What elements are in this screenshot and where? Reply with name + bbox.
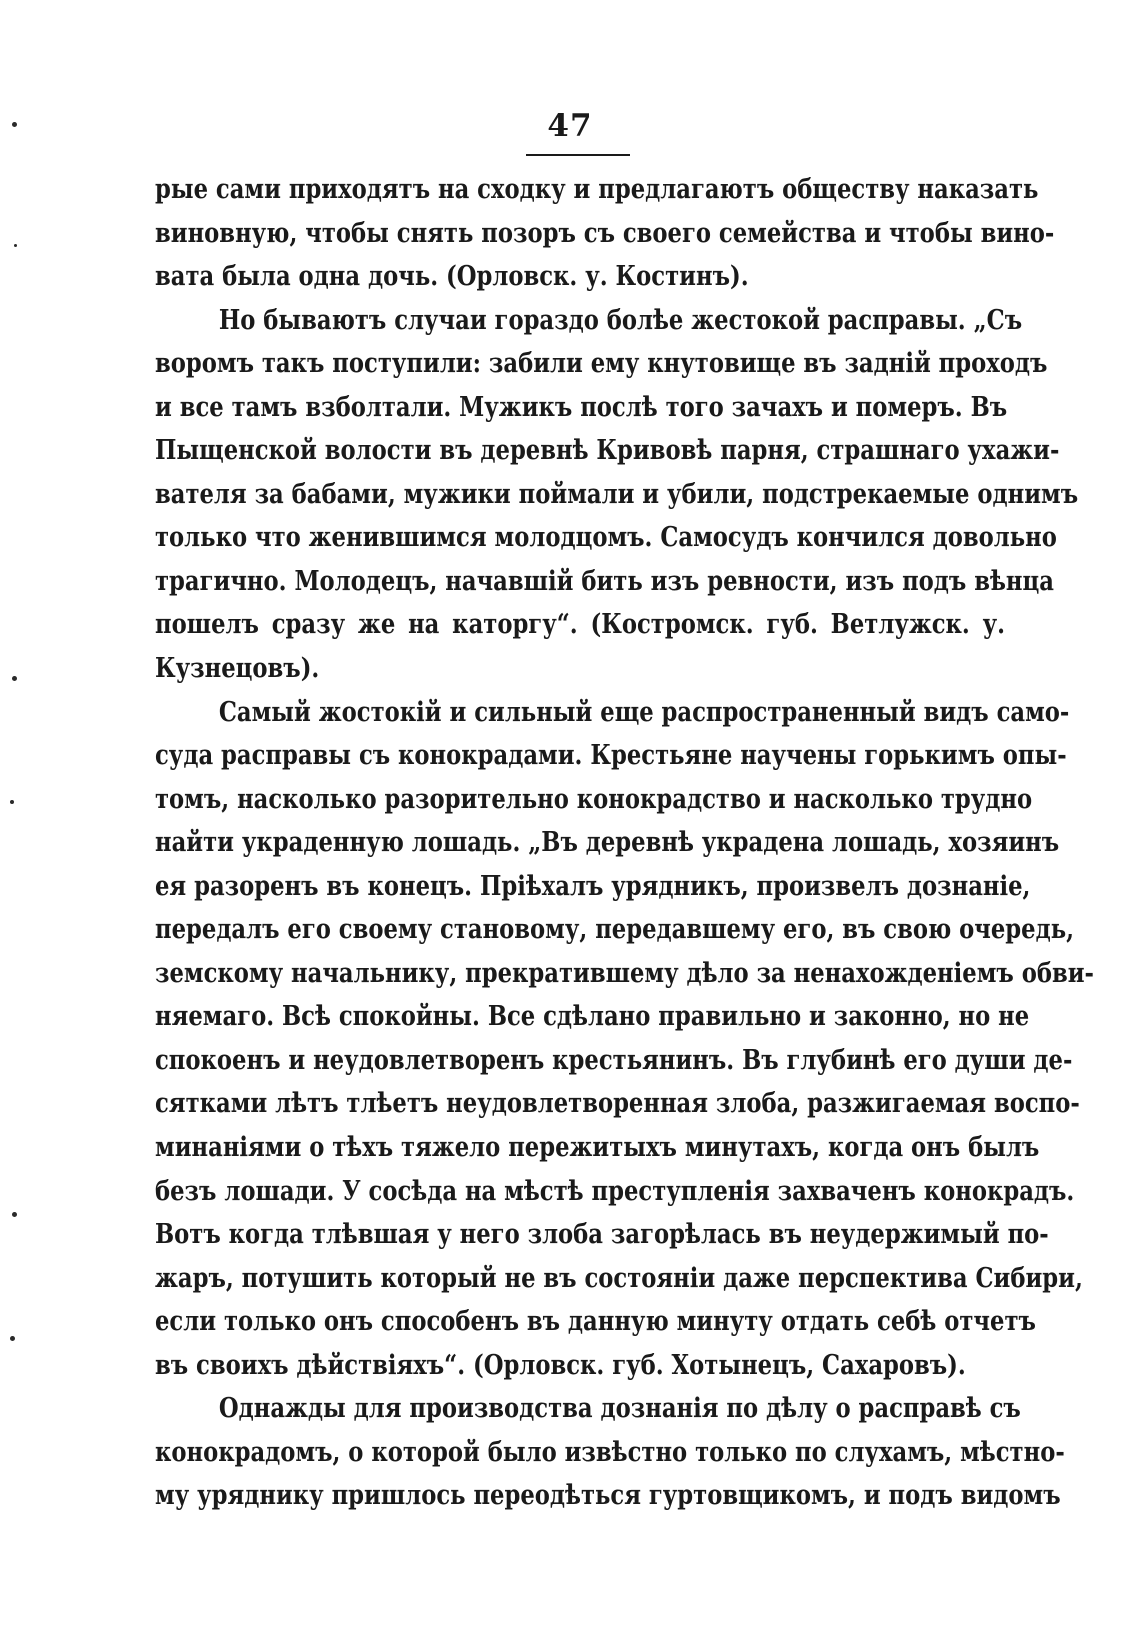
margin-speck [14, 244, 17, 247]
text-line: Кузнецовъ). [155, 653, 320, 685]
text-line: жаръ, потушить который не въ состоянiи даже перспектива Сибири, [155, 1262, 1083, 1294]
text-line: му уряднику пришлось переодѣться гуртовщикомъ, и подъ видомъ [155, 1480, 1061, 1512]
text-line: конокрадомъ, о которой было извѣстно только по слухамъ, мѣстно- [155, 1436, 1065, 1468]
text-line: спокоенъ и неудовлетворенъ крестьянинъ. Въ глубинѣ его души де- [155, 1044, 1073, 1076]
margin-speck [12, 676, 17, 681]
text-line: сятками лѣтъ тлѣетъ неудовлетворенная злоба, разжигаемая воспо- [155, 1088, 1080, 1120]
page-number-rule [526, 154, 630, 156]
text-line: найти украденную лошадь. „Въ деревнѣ украдена лошадь, хозяинъ [155, 827, 1060, 859]
text-line: пошелъ сразу же на каторгу“. (Костромск. губ. Ветлужск. у. [155, 609, 1006, 641]
text-line: рые сами приходятъ на сходку и предлагаютъ обществу наказать [155, 174, 1039, 205]
text-line: только что женившимся молодцомъ. Самосудъ кончился довольно [155, 522, 1057, 554]
text-line: безъ лошади. У сосѣда на мѣстѣ преступленiя захваченъ конокрадъ. [155, 1175, 1075, 1207]
text-line: Однажды для производства дознанiя по дѣлу о расправѣ съ [218, 1393, 1021, 1425]
text-line: вата была одна дочь. (Орловск. у. Костинъ). [155, 261, 749, 293]
text-line: томъ, насколько разорительно конокрадство и насколько трудно [155, 783, 1033, 815]
text-line: няемаго. Всѣ спокойны. Все сдѣлано правильно и законно, но не [155, 1001, 1030, 1033]
text-line: виновную, чтобы снять позоръ съ своего семейства и чтобы вино- [155, 217, 1055, 249]
page-number: 47 [547, 108, 593, 144]
text-line: земскому начальнику, прекратившему дѣло за ненахожденiемъ обви- [155, 957, 1094, 989]
margin-speck [12, 1212, 17, 1217]
text-line: Пыщенской волости въ деревнѣ Кривовѣ парня, страшнаго ухажи- [155, 435, 1060, 467]
text-line: Но бываютъ случаи гораздо болѣе жестокой расправы. „Съ [218, 304, 1023, 336]
text-line: и все тамъ взболтали. Мужикъ послѣ того зачахъ и померъ. Въ [155, 391, 1008, 423]
text-line: Вотъ когда тлѣвшая у него злоба загорѣлась въ неудержимый по- [155, 1219, 1049, 1251]
text-line: воромъ такъ поступили: забили ему кнутовище въ заднiй проходъ [155, 348, 1048, 380]
margin-speck [10, 800, 14, 804]
text-line: вателя за бабами, мужики поймали и убили, подстрекаемые однимъ [155, 478, 1079, 510]
text-line: передалъ его своему становому, передавшему его, въ свою очередь, [155, 914, 1074, 946]
text-line: Самый жостокiй и сильный еще распространенный видъ само- [218, 696, 1070, 728]
text-line: ея разоренъ въ конецъ. Прiѣхалъ урядникъ, произвелъ дознанiе, [155, 870, 1031, 902]
text-line: трагично. Молодецъ, начавшiй бить изъ ревности, изъ подъ вѣнца [155, 565, 1054, 597]
margin-speck [12, 122, 17, 127]
text-line: если только онъ способенъ въ данную минуту отдать себѣ отчетъ [155, 1306, 1036, 1338]
text-line: въ своихъ дѣйствiяхъ“. (Орловск. губ. Хотынецъ, Сахаровъ). [155, 1349, 966, 1381]
margin-speck [10, 1336, 15, 1341]
text-line: суда расправы съ конокрадами. Крестьяне научены горькимъ опы- [155, 740, 1067, 772]
body-text [155, 168, 1094, 1518]
text-line: минанiями о тѣхъ тяжело пережитыхъ минутахъ, когда онъ былъ [155, 1132, 1040, 1164]
